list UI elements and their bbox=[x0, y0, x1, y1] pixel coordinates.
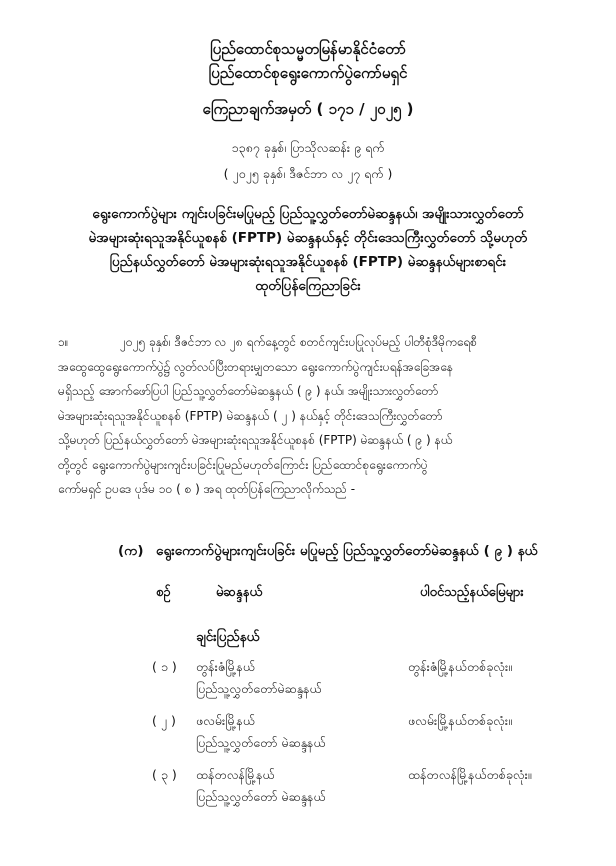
notice-number: ကြေညာချက်အမှတ် ( ၁၇၁ / ၂၀၂၅ ) bbox=[202, 100, 414, 118]
date-gregorian: ( ၂၀၂၅ ခုနှစ်၊ ဒီဇင်ဘာ လ ၂၇ ရက် ) bbox=[223, 166, 393, 181]
column-header-included-areas: ပါဝင်သည့်နယ်မြေများ bbox=[420, 585, 524, 600]
included-area: တွန်းဇံမြို့နယ်တစ်ခုလုံး။ bbox=[408, 659, 512, 674]
title-line: ထုတ်ပြန်ကြေညာခြင်း bbox=[255, 278, 361, 294]
date-myanmar-calendar: ၁၃၈၇ ခုနှစ်၊ ပြာသိုလဆန်း ၉ ရက် bbox=[231, 140, 385, 155]
section-marker: (က) bbox=[118, 543, 144, 559]
region-heading: ချင်းပြည်နယ် bbox=[196, 629, 260, 645]
row-number: ( ၁ ) bbox=[152, 659, 177, 674]
constituency-line: တွန်းဇံမြို့နယ် bbox=[196, 659, 256, 674]
paragraph-line: တို့တွင် ရွေးကောက်ပွဲများကျင်းပခြင်းပြုမည်မဟုတ်ကြောင်း ပြည်ထောင်စုရွေးကောက်ပွဲ bbox=[58, 457, 428, 472]
constituency-line: ပြည်သူ့လွှတ်တော်မဲဆန္ဒနယ် bbox=[196, 681, 322, 696]
included-area: ဖလမ်းမြို့နယ်တစ်ခုလုံး။ bbox=[408, 713, 512, 728]
constituency-name bbox=[196, 710, 406, 754]
included-area: ထန်တလန်မြို့နယ်တစ်ခုလုံး။ bbox=[408, 767, 532, 782]
paragraph-line: မဲအများဆုံးရသူအနိုင်ယူစနစ် (FPTP) မဲဆန္ဒနယ် ( ၂ ) နယ်နှင့် တိုင်းဒေသကြီးလွှတ်တော် bbox=[58, 408, 443, 423]
title-line: မဲအများဆုံးရသူအနိုင်ယူစနစ် (FPTP) မဲဆန္ဒနယ်နှင့် တိုင်းဒေသကြီးလွှတ်တော် သို့မဟုတ် bbox=[88, 230, 528, 246]
paragraph-1 bbox=[58, 330, 574, 502]
row-number: ( ၃ ) bbox=[152, 767, 177, 782]
paragraph-line bbox=[58, 330, 574, 355]
section-heading bbox=[118, 542, 588, 562]
section-title: ရွေးကောက်ပွဲများကျင်းပခြင်း မပြုမည့် ပြည်သူ့လွှတ်တော်မဲဆန္ဒနယ် ( ၉ ) နယ် bbox=[156, 543, 538, 559]
paragraph-line: အထွေထွေရွေးကောက်ပွဲ၌ လွတ်လပ်ပြီးတရားမျှတသော ရွေးကောက်ပွဲကျင်းပရန်အခြေအနေ bbox=[58, 359, 454, 374]
constituency-line: ပြည်သူ့လွှတ်တော် မဲဆန္ဒနယ် bbox=[196, 789, 326, 804]
title-line: ရွေးကောက်ပွဲများ ကျင်းပခြင်းမပြုမည့် ပြည်သူ့လွှတ်တော်မဲဆန္ဒနယ်၊ အမျိုးသားလွှတ်တော် bbox=[92, 206, 524, 222]
column-header-no: စဉ် bbox=[156, 585, 171, 600]
title-line: ပြည်နယ်လွှတ်တော် မဲအများဆုံးရသူအနိုင်ယူစနစ် (FPTP) မဲဆန္ဒနယ်များစာရင်း bbox=[109, 254, 507, 270]
constituency-name bbox=[196, 656, 406, 700]
paragraph-line: ကော်မရှင် ဥပဒေ ပုဒ်မ ၁၀ ( စ ) အရ ထုတ်ပြန်ကြေညာလိုက်သည် - bbox=[58, 482, 356, 496]
announcement-title bbox=[40, 202, 576, 298]
column-header-constituency: မဲဆန္ဒနယ် bbox=[216, 585, 263, 600]
commission-name-heading: ပြည်ထောင်စုရွေးကောက်ပွဲကော်မရှင် bbox=[208, 64, 408, 82]
row-number: ( ၂ ) bbox=[152, 713, 176, 728]
country-name-heading: ပြည်ထောင်စုသမ္မတမြန်မာနိုင်ငံတော် bbox=[210, 40, 406, 58]
constituency-line: ထန်တလန်မြို့နယ် bbox=[196, 767, 275, 782]
paragraph-text: ၂၀၂၅ ခုနှစ်၊ ဒီဇင်ဘာ လ ၂၈ ရက်နေ့တွင် စတင်ကျင်းပပြုလုပ်မည့် ပါတီစုံဒီမိုကရေစီ bbox=[120, 335, 477, 349]
constituency-line: ပြည်သူ့လွှတ်တော် မဲဆန္ဒနယ် bbox=[196, 735, 326, 750]
constituency-line: ဖလမ်းမြို့နယ် bbox=[196, 713, 255, 728]
paragraph-line: မရှိသည့် အောက်ဖော်ပြပါ ပြည်သူ့လွှတ်တော်မဲဆန္ဒနယ် ( ၉ ) နယ်၊ အမျိုးသားလွှတ်တော် bbox=[58, 384, 439, 398]
paragraph-line: သို့မဟုတ် ပြည်နယ်လွှတ်တော် မဲအများဆုံးရသူအနိုင်ယူစနစ် (FPTP) မဲဆန္ဒနယ် ( ၉ ) နယ် bbox=[58, 433, 453, 447]
paragraph-number: ၁။ bbox=[58, 335, 69, 349]
constituency-name bbox=[196, 764, 406, 808]
